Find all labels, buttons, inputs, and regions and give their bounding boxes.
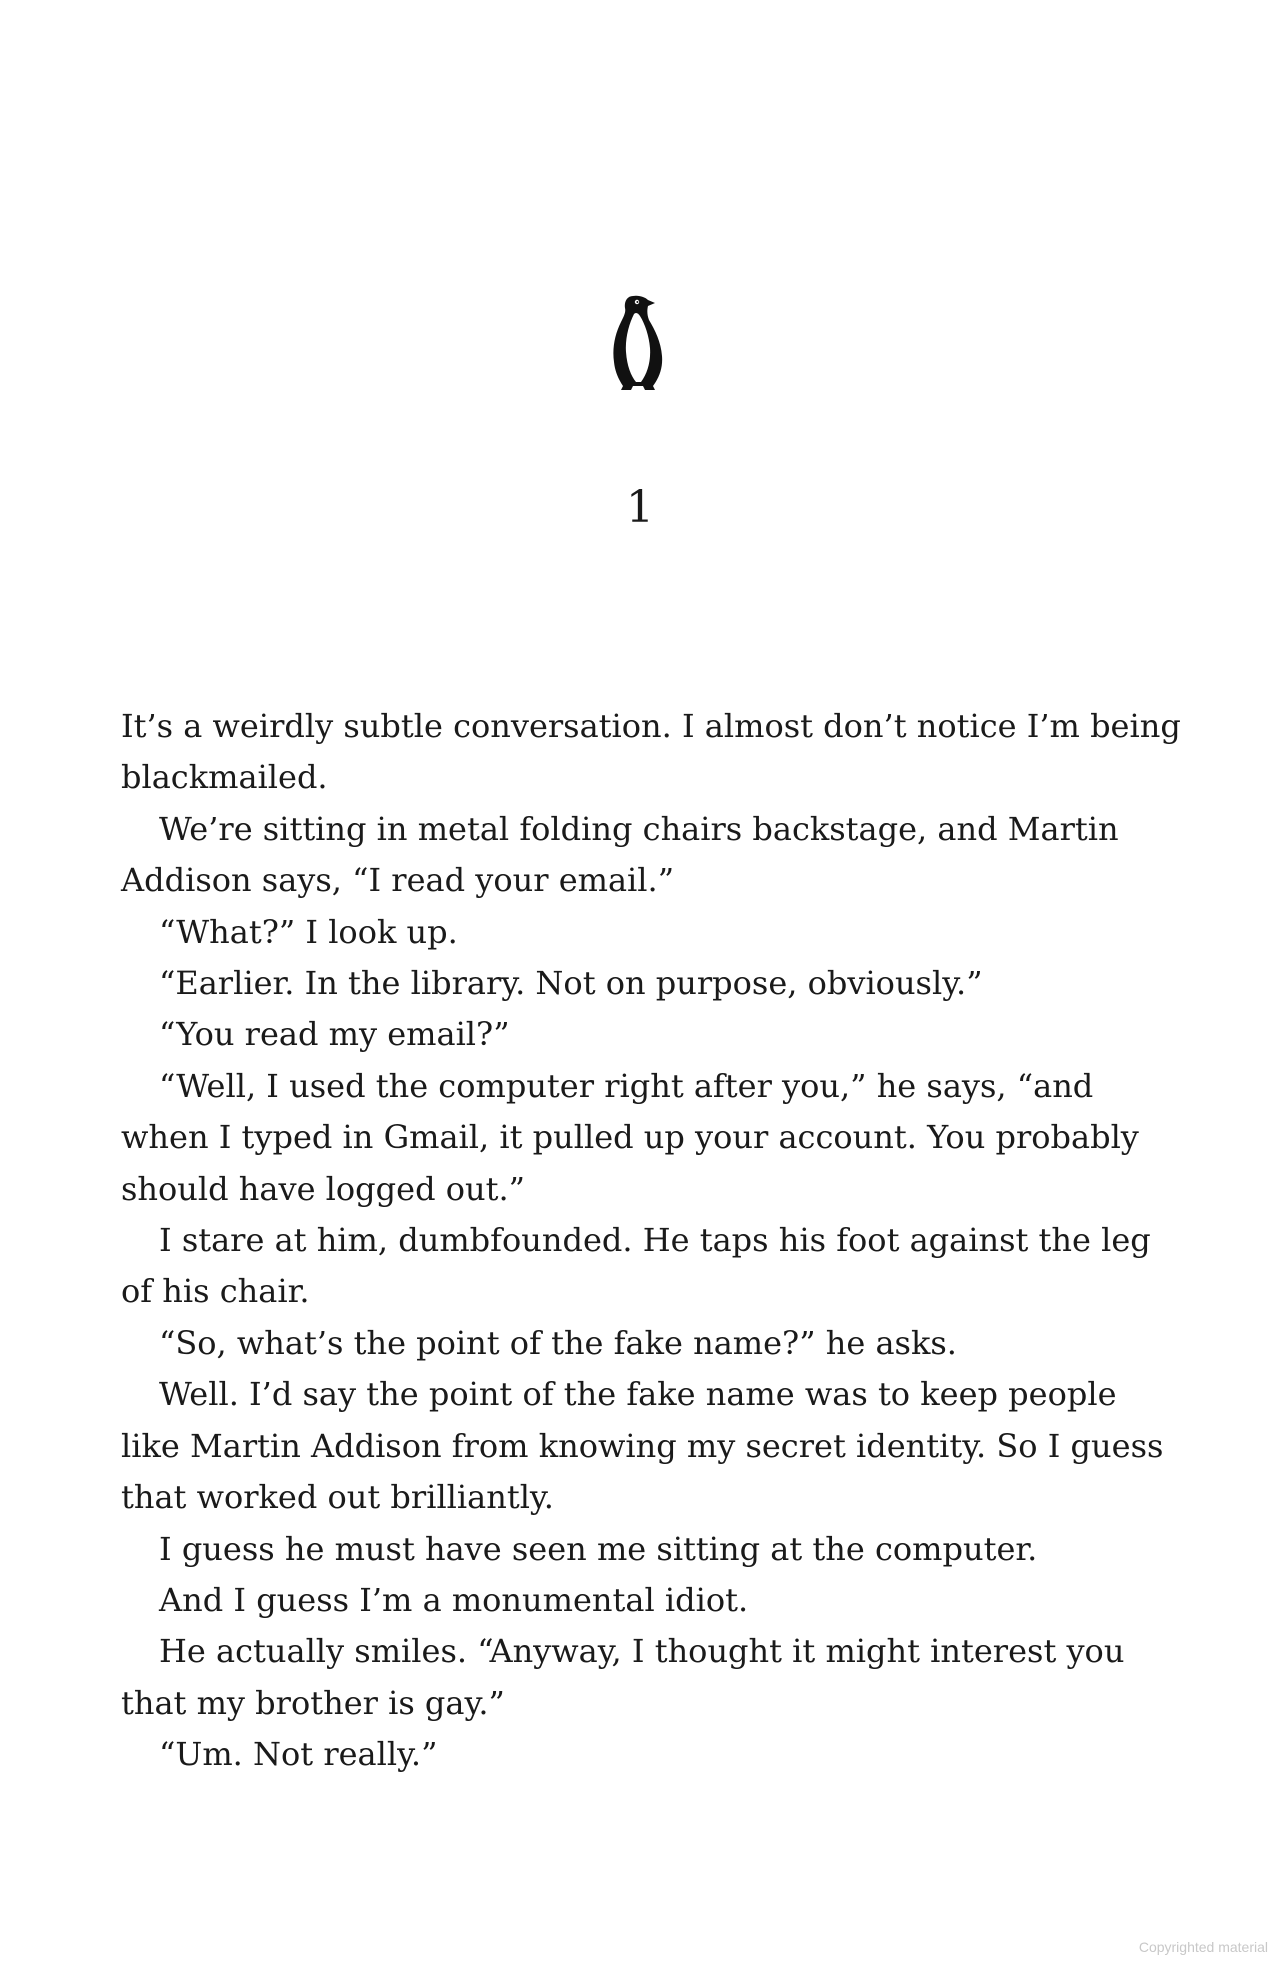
- paragraph: I guess he must have seen me sitting at the computer.: [159, 1529, 1038, 1568]
- paragraph: “Well, I used the computer right after you,” he says, “and when I typed in Gmail, it pulled up your account. You probably should have logged out.”: [121, 1066, 1139, 1208]
- paragraph: “So, what’s the point of the fake name?” he asks.: [159, 1323, 957, 1362]
- paragraph: It’s a weirdly subtle conversation. I almost don’t notice I’m being blackmailed.: [121, 707, 1181, 797]
- paragraph: I stare at him, dumbfounded. He taps his foot against the leg of his chair.: [121, 1221, 1151, 1311]
- paragraph: And I guess I’m a monumental idiot.: [159, 1580, 749, 1619]
- paragraph: “You read my email?”: [159, 1015, 510, 1054]
- paragraph: “Earlier. In the library. Not on purpose, obviously.”: [159, 964, 983, 1003]
- paragraph: Well. I’d say the point of the fake name was to keep people like Martin Addison from knowing my secret identity. So I guess that worked out brilliantly.: [121, 1375, 1164, 1517]
- penguin-logo-icon: [603, 290, 673, 400]
- paragraph: “Um. Not really.”: [159, 1735, 438, 1774]
- paragraph: “What?” I look up.: [159, 912, 458, 951]
- paragraph: We’re sitting in metal folding chairs backstage, and Martin Addison says, “I read your email.”: [121, 809, 1119, 900]
- copyright-watermark: Copyrighted material: [1138, 1939, 1268, 1955]
- chapter-number: 1: [626, 482, 654, 533]
- body-text: [121, 701, 1181, 1781]
- paragraph: He actually smiles. “Anyway, I thought it might interest you that my brother is gay.”: [121, 1632, 1125, 1722]
